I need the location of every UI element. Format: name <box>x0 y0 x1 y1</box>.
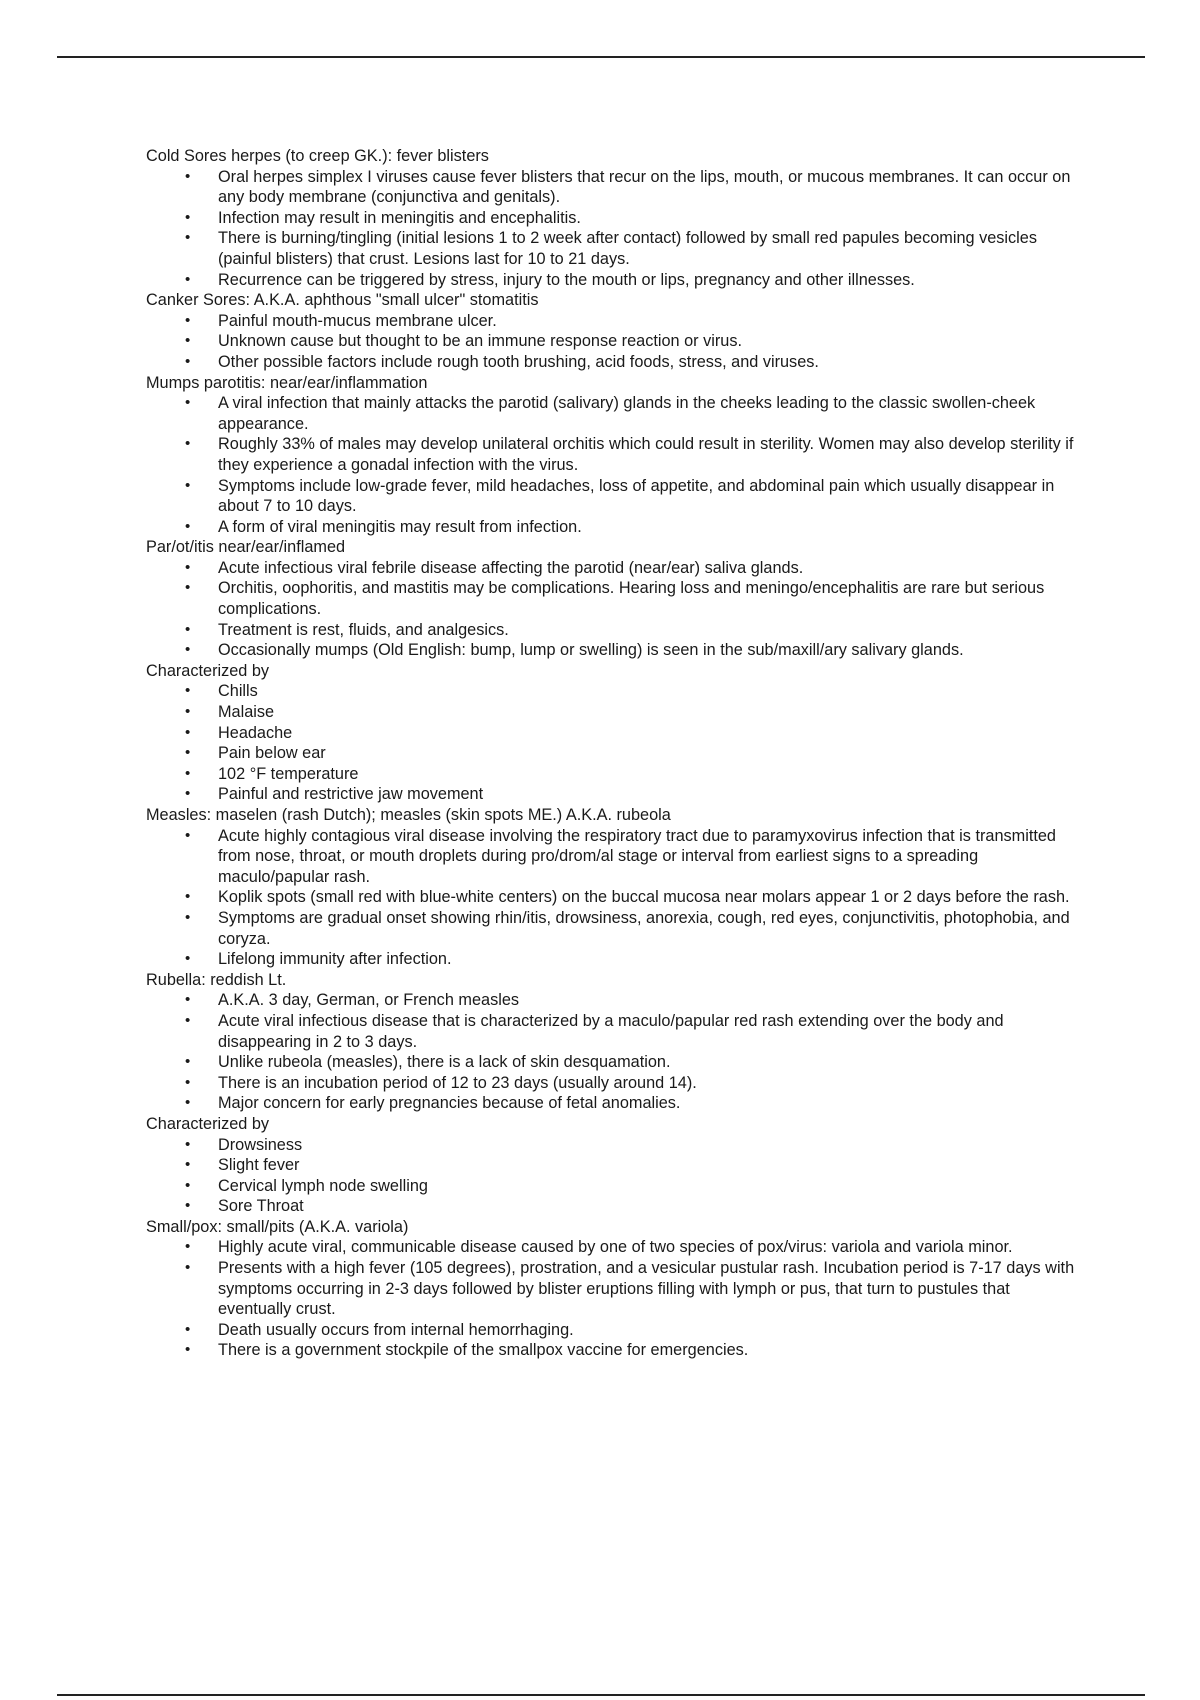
section-title: Small/pox: small/pits (A.K.A. variola) <box>146 1217 409 1236</box>
bullet-list <box>146 826 1086 970</box>
list-item: • There is a government stockpile of the smallpox vaccine for emergencies. <box>146 1340 1086 1361</box>
bullet-list <box>146 1135 1086 1217</box>
list-item: • Lifelong immunity after infection. <box>146 949 1086 970</box>
list-item: • Major concern for early pregnancies because of fetal anomalies. <box>146 1093 1086 1114</box>
list-item: • Treatment is rest, fluids, and analgesics. <box>146 620 1086 641</box>
list-item: • Chills <box>146 681 1086 702</box>
list-item: • Orchitis, oophoritis, and mastitis may be complications. Hearing loss and meningo/encephalitis are rare but serious complications. <box>146 578 1086 619</box>
list-item: • Acute highly contagious viral disease involving the respiratory tract due to paramyxovirus infection that is transmitted from nose, throat, or mouth droplets during pro/drom/al stage or interval from earliest signs to a spreading maculo/papular rash. <box>146 826 1086 888</box>
list-item: • Death usually occurs from internal hemorrhaging. <box>146 1320 1086 1341</box>
list-item: • Pain below ear <box>146 743 1086 764</box>
list-item: • Unlike rubeola (measles), there is a lack of skin desquamation. <box>146 1052 1086 1073</box>
list-item: • Roughly 33% of males may develop unilateral orchitis which could result in sterility. Women may also develop sterility if they experience a gonadal infection with the virus. <box>146 434 1086 475</box>
list-item: • Unknown cause but thought to be an immune response reaction or virus. <box>146 331 1086 352</box>
list-item: • 102 °F temperature <box>146 764 1086 785</box>
list-item: • Cervical lymph node swelling <box>146 1176 1086 1197</box>
bullet-list <box>146 311 1086 373</box>
document-body <box>146 146 1086 1361</box>
list-item: • Symptoms include low-grade fever, mild headaches, loss of appetite, and abdominal pain which usually disappear in about 7 to 10 days. <box>146 476 1086 517</box>
list-item: • Painful and restrictive jaw movement <box>146 784 1086 805</box>
section-measles <box>146 805 1086 970</box>
section-characterized-by-mumps <box>146 661 1086 805</box>
list-item: • Other possible factors include rough tooth brushing, acid foods, stress, and viruses. <box>146 352 1086 373</box>
section-cold-sores <box>146 146 1086 290</box>
bullet-list <box>146 558 1086 661</box>
bullet-list <box>146 681 1086 805</box>
section-characterized-by-rubella <box>146 1114 1086 1217</box>
list-item: • There is an incubation period of 12 to 23 days (usually around 14). <box>146 1073 1086 1094</box>
section-title: Cold Sores herpes (to creep GK.): fever blisters <box>146 147 489 165</box>
list-item: • There is burning/tingling (initial lesions 1 to 2 week after contact) followed by small red papules becoming vesicles (painful blisters) that crust. Lesions last for 10 to 21 days. <box>146 228 1086 269</box>
list-item: • Acute viral infectious disease that is characterized by a maculo/papular red rash extending over the body and disappearing in 2 to 3 days. <box>146 1011 1086 1052</box>
list-item: • Recurrence can be triggered by stress, injury to the mouth or lips, pregnancy and other illnesses. <box>146 270 1086 291</box>
bullet-list <box>146 393 1086 537</box>
list-item: • A form of viral meningitis may result from infection. <box>146 517 1086 538</box>
list-item: • Occasionally mumps (Old English: bump, lump or swelling) is seen in the sub/maxill/ary salivary glands. <box>146 640 1086 661</box>
list-item: • Presents with a high fever (105 degrees), prostration, and a vesicular pustular rash. Incubation period is 7-17 days with symptoms occurring in 2-3 days followed by blister eruptions filling with lymph or pus, that turn to pustules that eventually crust. <box>146 1258 1086 1320</box>
footer-rule <box>57 1694 1145 1696</box>
bullet-list <box>146 990 1086 1114</box>
section-title: Canker Sores: A.K.A. aphthous "small ulcer" stomatitis <box>146 291 539 310</box>
section-title: Rubella: reddish Lt. <box>146 970 287 989</box>
list-item: • Highly acute viral, communicable disease caused by one of two species of pox/virus: variola and variola minor. <box>146 1237 1086 1258</box>
section-parotitis <box>146 537 1086 661</box>
section-rubella <box>146 970 1086 1114</box>
header-rule <box>57 56 1145 58</box>
list-item: • A.K.A. 3 day, German, or French measles <box>146 990 1086 1011</box>
bullet-list <box>146 1237 1086 1361</box>
list-item: • Sore Throat <box>146 1196 1086 1217</box>
list-item: • Infection may result in meningitis and encephalitis. <box>146 208 1086 229</box>
list-item: • A viral infection that mainly attacks the parotid (salivary) glands in the cheeks leading to the classic swollen-cheek appearance. <box>146 393 1086 434</box>
section-title: Par/ot/itis near/ear/inflamed <box>146 538 346 557</box>
section-title: Mumps parotitis: near/ear/inflammation <box>146 373 428 392</box>
list-item: • Symptoms are gradual onset showing rhin/itis, drowsiness, anorexia, cough, red eyes, conjunctivitis, photophobia, and coryza. <box>146 908 1086 949</box>
list-item: • Acute infectious viral febrile disease affecting the parotid (near/ear) saliva glands. <box>146 558 1086 579</box>
list-item: • Oral herpes simplex I viruses cause fever blisters that recur on the lips, mouth, or mucous membranes. It can occur on any body membrane (conjunctiva and genitals). <box>146 167 1086 208</box>
section-canker-sores <box>146 290 1086 372</box>
section-title: Characterized by <box>146 1114 270 1133</box>
list-item: • Malaise <box>146 702 1086 723</box>
list-item: • Painful mouth-mucus membrane ulcer. <box>146 311 1086 332</box>
bullet-list <box>146 167 1086 291</box>
section-title: Measles: maselen (rash Dutch); measles (skin spots ME.) A.K.A. rubeola <box>146 806 671 824</box>
section-title: Characterized by <box>146 661 270 680</box>
list-item: • Koplik spots (small red with blue-white centers) on the buccal mucosa near molars appear 1 or 2 days before the rash. <box>146 887 1086 908</box>
section-smallpox <box>146 1217 1086 1361</box>
list-item: • Headache <box>146 723 1086 744</box>
section-mumps <box>146 373 1086 538</box>
list-item: • Slight fever <box>146 1155 1086 1176</box>
list-item: • Drowsiness <box>146 1135 1086 1156</box>
